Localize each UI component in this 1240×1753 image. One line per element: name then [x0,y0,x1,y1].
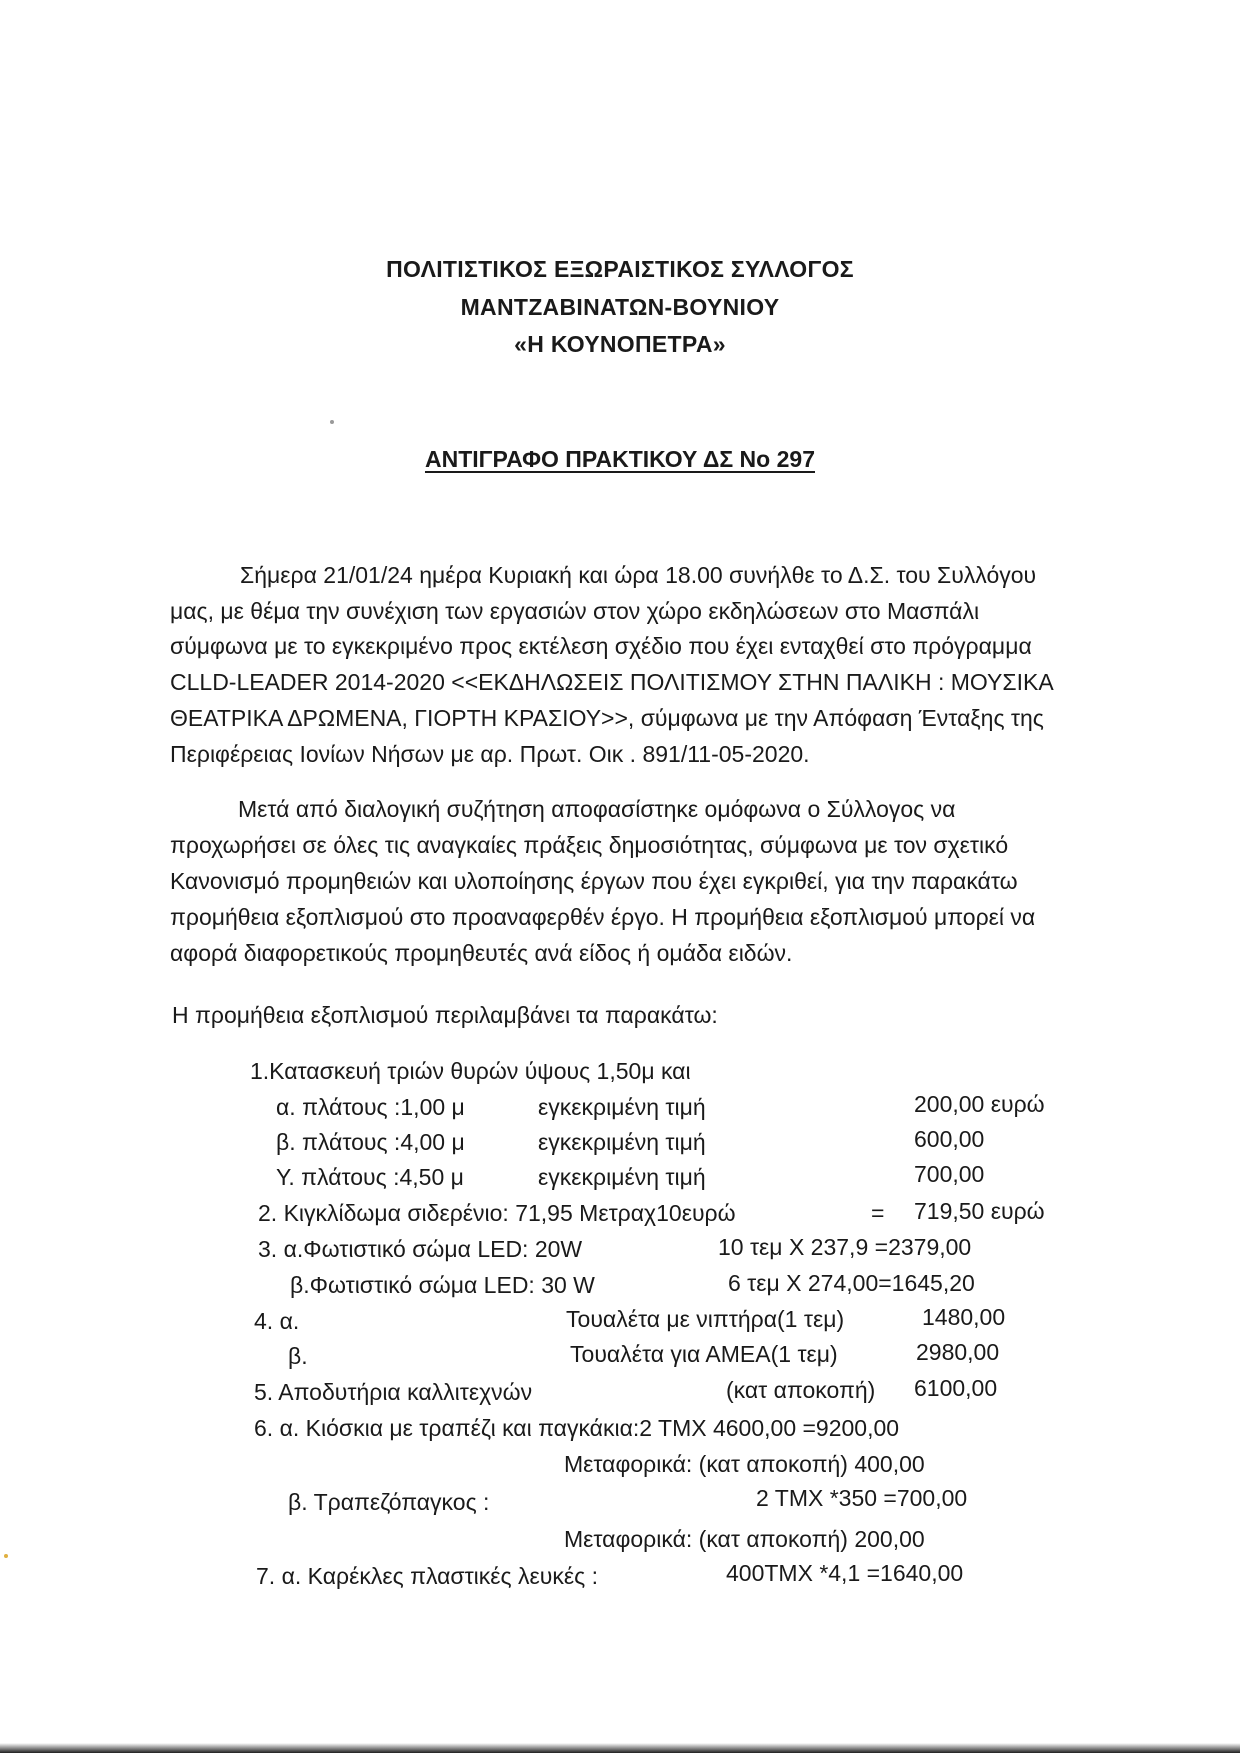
scan-speck [4,1554,8,1558]
item7a-label: 7. α. Καρέκλες πλαστικές λευκές : [256,1563,598,1589]
item1b-desc: εγκεκριμένη τιμή [538,1129,706,1155]
item6b-label: β. Τραπεζόπαγκος : [288,1489,490,1515]
item6b-calc: 2 ΤΜΧ *350 =700,00 [756,1485,968,1511]
item4b-desc: Τουαλέτα για ΑΜΕΑ(1 τεμ) [570,1341,838,1367]
item3a-calc: 10 τεμ Χ 237,9 =2379,00 [718,1234,972,1260]
item5-price: 6100,00 [914,1375,998,1401]
paragraph2-line: Μετά από διαλογική συζήτηση αποφασίστηκε ομόφωνα ο Σύλλογος να [238,796,956,822]
item5-label: 5. Αποδυτήρια καλλιτεχνών [254,1379,533,1405]
item4b-label: β. [288,1343,308,1369]
association-name-line3: «Η ΚΟΥΝΟΠΕΤΡΑ» [514,331,726,357]
item6a-label: 6. α. Κιόσκια με τραπέζι και παγκάκια:2 ΤΜΧ 4600,00 =9200,00 [254,1415,900,1441]
paragraph2-line: αφορά διαφορετικούς προμηθευτές ανά είδος ή ομάδα ειδών. [170,940,793,966]
association-name-line1: ΠΟΛΙΤΙΣΤΙΚΟΣ ΕΞΩΡΑΙΣΤΙΚΟΣ ΣΥΛΛΟΓΟΣ [386,256,854,282]
paragraph1-line: σύμφωνα με το εγκεκριμένο προς εκτέλεση σχέδιο που έχει ενταχθεί στο πρόγραμμα [170,633,1032,659]
item1b-label: β. πλάτους :4,00 μ [276,1129,465,1155]
association-name-line2: ΜΑΝΤΖΑΒΙΝΑΤΩΝ-ΒΟΥΝΙΟΥ [460,294,780,320]
item2-equals: = [871,1200,885,1226]
item1a-price: 200,00 ευρώ [914,1091,1045,1117]
item4a-label: 4. α. [254,1308,300,1334]
document-title: ΑΝΤΙΓΡΑΦΟ ΠΡΑΚΤΙΚΟΥ ΔΣ Νο 297 [424,446,815,472]
paragraph1-line: Περιφέρειας Ιονίων Νήσων με αρ. Πρωτ. Οικ . 891/11-05-2020. [170,741,810,767]
item3a-label: 3. α.Φωτιστικό σώμα LED: 20W [258,1236,583,1262]
item1a-label: α. πλάτους :1,00 μ [276,1094,465,1120]
paragraph1-line: μας, με θέμα την συνέχιση των εργασιών στον χώρο εκδηλώσεων στο Μασπάλι [170,598,980,624]
item3b-label: β.Φωτιστικό σώμα LED: 30 W [290,1272,595,1298]
item1c-desc: εγκεκριμένη τιμή [538,1164,706,1190]
paragraph1-line: Σήμερα 21/01/24 ημέρα Κυριακή και ώρα 18.00 συνήλθε το Δ.Σ. του Συλλόγου [240,562,1037,588]
items-intro: Η προμήθεια εξοπλισμού περιλαμβάνει τα παρακάτω: [172,1002,718,1028]
item2-label: 2. Κιγκλίδωμα σιδερένιο: 71,95 Μετραχ10ευρώ [258,1200,736,1226]
item7a-calc: 400ΤΜΧ *4,1 =1640,00 [726,1560,964,1586]
paragraph1-line: ΘΕΑΤΡΙΚΑ ΔΡΩΜΕΝΑ, ΓΙΟΡΤΗ ΚΡΑΣΙΟΥ>>, σύμφωνα με την Απόφαση Ένταξης της [170,705,1044,731]
item6a-transport: Μεταφορικά: (κατ αποκοπή) 400,00 [564,1451,925,1477]
scan-speck [330,420,334,424]
paragraph2-line: Κανονισμό προμηθειών και υλοποίησης έργων που έχει εγκριθεί, για την παρακάτω [170,868,1018,894]
scan-bottom-edge [0,1743,1240,1753]
item3b-calc: 6 τεμ Χ 274,00=1645,20 [728,1270,975,1296]
item2-price: 719,50 ευρώ [914,1198,1045,1224]
item1b-price: 600,00 [914,1126,985,1152]
item1a-desc: εγκεκριμένη τιμή [538,1094,706,1120]
item1c-label: Υ. πλάτους :4,50 μ [276,1164,464,1190]
item4a-price: 1480,00 [922,1304,1006,1330]
paragraph2-line: προμήθεια εξοπλισμού στο προαναφερθέν έργο. Η προμήθεια εξοπλισμού μπορεί να [170,904,1036,930]
paragraph1-line: CLLD-LEADER 2014-2020 <<ΕΚΔΗΛΩΣΕΙΣ ΠΟΛΙΤΙΣΜΟΥ ΣΤΗΝ ΠΑΛΙΚΗ : ΜΟΥΣΙΚΑ [170,669,1054,695]
paragraph2-line: προχωρήσει σε όλες τις αναγκαίες πράξεις δημοσιότητας, σύμφωνα με τον σχετικό [170,832,1009,858]
item4a-desc: Τουαλέτα με νιπτήρα(1 τεμ) [566,1306,845,1332]
item6b-transport: Μεταφορικά: (κατ αποκοπή) 200,00 [564,1526,925,1552]
item5-desc: (κατ αποκοπή) [726,1377,876,1403]
item1-heading: 1.Κατασκευή τριών θυρών ύψους 1,50μ και [250,1058,691,1084]
item1c-price: 700,00 [914,1161,985,1187]
item4b-price: 2980,00 [916,1339,1000,1365]
